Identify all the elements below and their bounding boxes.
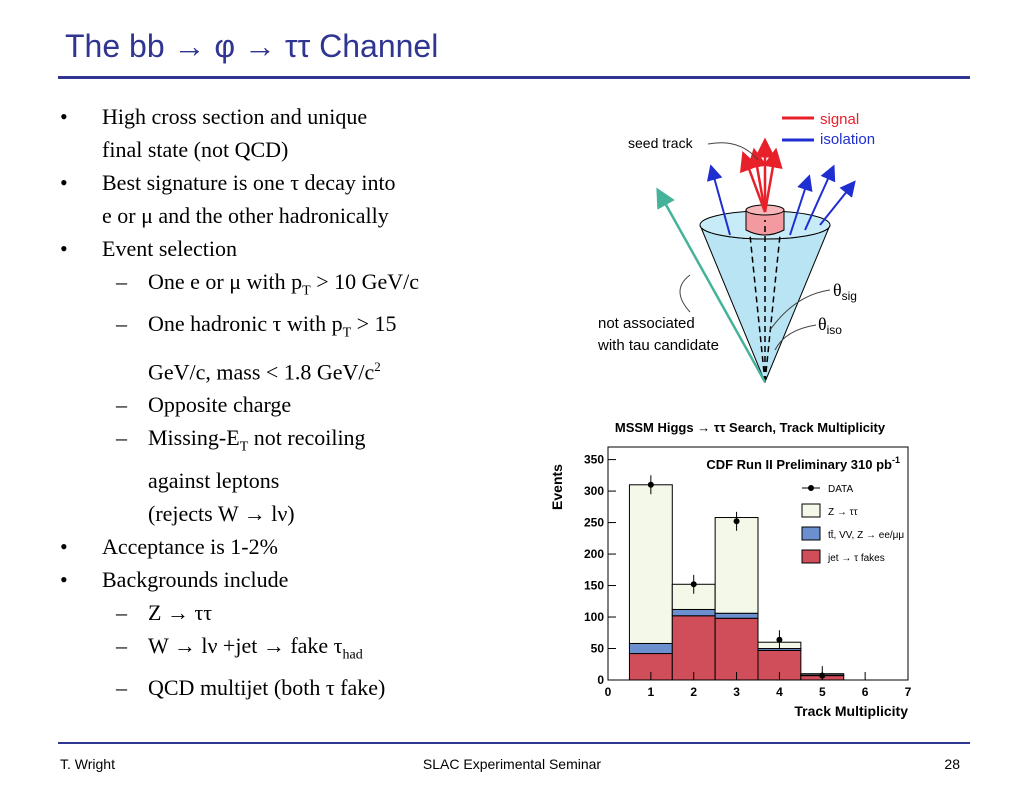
footer-divider [58, 742, 970, 744]
bullet-item [60, 388, 530, 421]
y-tick-label: 100 [583, 610, 604, 625]
bullet-item [60, 421, 530, 529]
bullet-line: Opposite charge [148, 392, 292, 418]
y-tick-label: 350 [583, 452, 604, 467]
theta-sig-label: $\theta_{sig}$ [833, 280, 857, 303]
title-divider [58, 76, 970, 79]
slide-title: The bb → φ → ττ Channel [65, 28, 439, 64]
x-tick-label: 3 [733, 685, 740, 699]
isolation-track [820, 185, 852, 225]
x-tick-label: 7 [904, 685, 912, 699]
bullet-line: W → lν +jet → fake $\tau_{had}$ [148, 632, 363, 662]
bullet-line: Missing-$E_T$ not recoiling [148, 425, 366, 455]
bullet-line: One hadronic τ with $p_T > 15$ [148, 311, 397, 341]
x-axis-label: Track Multiplicity [794, 703, 908, 719]
bullet-list [60, 100, 530, 704]
data-point [648, 482, 654, 488]
legend-swatch [802, 504, 820, 517]
legend-label: Z → ττ [828, 507, 858, 518]
bullet-item [60, 265, 530, 307]
footer-author: T. Wright [60, 756, 115, 772]
signal-track [755, 155, 765, 212]
x-tick-label: 5 [818, 685, 826, 699]
bullet-item [60, 563, 530, 596]
x-tick-label: 4 [776, 685, 783, 699]
bullet-line: QCD multijet (both τ fake) [148, 674, 386, 700]
bullet-line: e or μ and the other hadronically [102, 203, 389, 228]
data-point [734, 518, 740, 524]
bullet-item [60, 100, 530, 166]
bullet-item [60, 232, 530, 265]
y-tick-label: 150 [583, 578, 604, 593]
bullet-item [60, 530, 530, 563]
footer-event: SLAC Experimental Seminar [422, 756, 602, 772]
bullet-marker: – [116, 392, 127, 418]
bullet-marker: – [116, 269, 127, 294]
seed-track-label: seed track [628, 135, 693, 151]
track-multiplicity-chart [540, 412, 960, 722]
signal-track [745, 158, 765, 212]
data-point [691, 581, 697, 587]
bullet-line: High cross section and unique [102, 104, 368, 129]
x-tick-label: 1 [647, 685, 655, 699]
chart-title: MSSM Higgs → ττ Search, Track Multiplicity [614, 420, 886, 435]
y-tick-label: 0 [597, 673, 604, 687]
page-number: 28 [944, 756, 960, 772]
theta-iso-label: $\theta_{iso}$ [818, 314, 842, 337]
legend-label: tt̄, VV, Z → ee/μμ [828, 530, 905, 541]
bullet-item [60, 166, 530, 232]
not-associated-label: not associated [598, 315, 695, 332]
bullet-item [60, 596, 530, 629]
legend-swatch [802, 527, 820, 540]
signal-legend-label: signal [820, 111, 860, 128]
histogram-bar [672, 616, 715, 680]
isolation-legend-label: isolation [820, 131, 876, 148]
not-associated-pointer [680, 275, 690, 312]
bullet-item [60, 671, 530, 704]
y-tick-label: 300 [583, 484, 604, 499]
histogram-bar [715, 518, 758, 614]
bullet-marker: • [60, 104, 68, 129]
histogram-bar [715, 613, 758, 618]
tau-cone-diagram [580, 100, 900, 390]
legend-swatch [802, 550, 820, 563]
legend-label: jet → τ fakes [828, 553, 885, 564]
bullet-line: Acceptance is 1-2% [102, 533, 278, 559]
seed-track-pointer [708, 143, 758, 160]
bullet-line: One e or μ with $p_T > 10$ GeV/c [148, 269, 420, 299]
bullet-marker: • [60, 170, 68, 195]
y-axis-label: Events [549, 464, 565, 510]
y-tick-label: 50 [590, 641, 604, 656]
bullet-line: against leptons [148, 467, 280, 493]
x-tick-label: 2 [690, 685, 698, 699]
histogram-bar [629, 485, 672, 644]
bullet-marker: • [60, 566, 68, 592]
legend-label: DATA [828, 484, 854, 495]
bullet-marker: – [116, 674, 127, 700]
bullet-marker: – [116, 311, 127, 337]
histogram-bar [715, 618, 758, 680]
bullet-line: Z → ττ [148, 599, 213, 625]
x-tick-label: 6 [861, 685, 869, 699]
y-tick-label: 200 [583, 547, 604, 562]
legend-data-marker [808, 485, 814, 491]
histogram-bar [629, 643, 672, 653]
data-point [776, 637, 782, 643]
not-associated-label-2: with tau candidate [598, 337, 719, 354]
y-tick-label: 250 [583, 515, 604, 530]
bullet-marker: – [116, 425, 127, 451]
histogram-bar [672, 609, 715, 615]
bullet-marker: • [60, 533, 68, 559]
bullet-line: Backgrounds include [102, 566, 289, 592]
bullet-marker: • [60, 236, 68, 261]
chart-subtitle: CDF Run II Preliminary 310 $pb^{-1}$ [706, 455, 900, 472]
bullet-marker: – [116, 599, 127, 625]
x-tick-label: 0 [604, 685, 612, 699]
signal-track [765, 155, 775, 212]
bullet-item [60, 307, 530, 388]
bullet-line: GeV/c, mass < 1.8 GeV/$c^2$ [148, 358, 381, 385]
bullet-line: Event selection [102, 236, 238, 261]
bullet-line: final state (not QCD) [102, 137, 289, 162]
bullet-line: Best signature is one τ decay into [102, 170, 396, 195]
bullet-item [60, 629, 530, 671]
bullet-line: (rejects W → lν) [148, 500, 295, 526]
bullet-marker: – [116, 632, 127, 658]
